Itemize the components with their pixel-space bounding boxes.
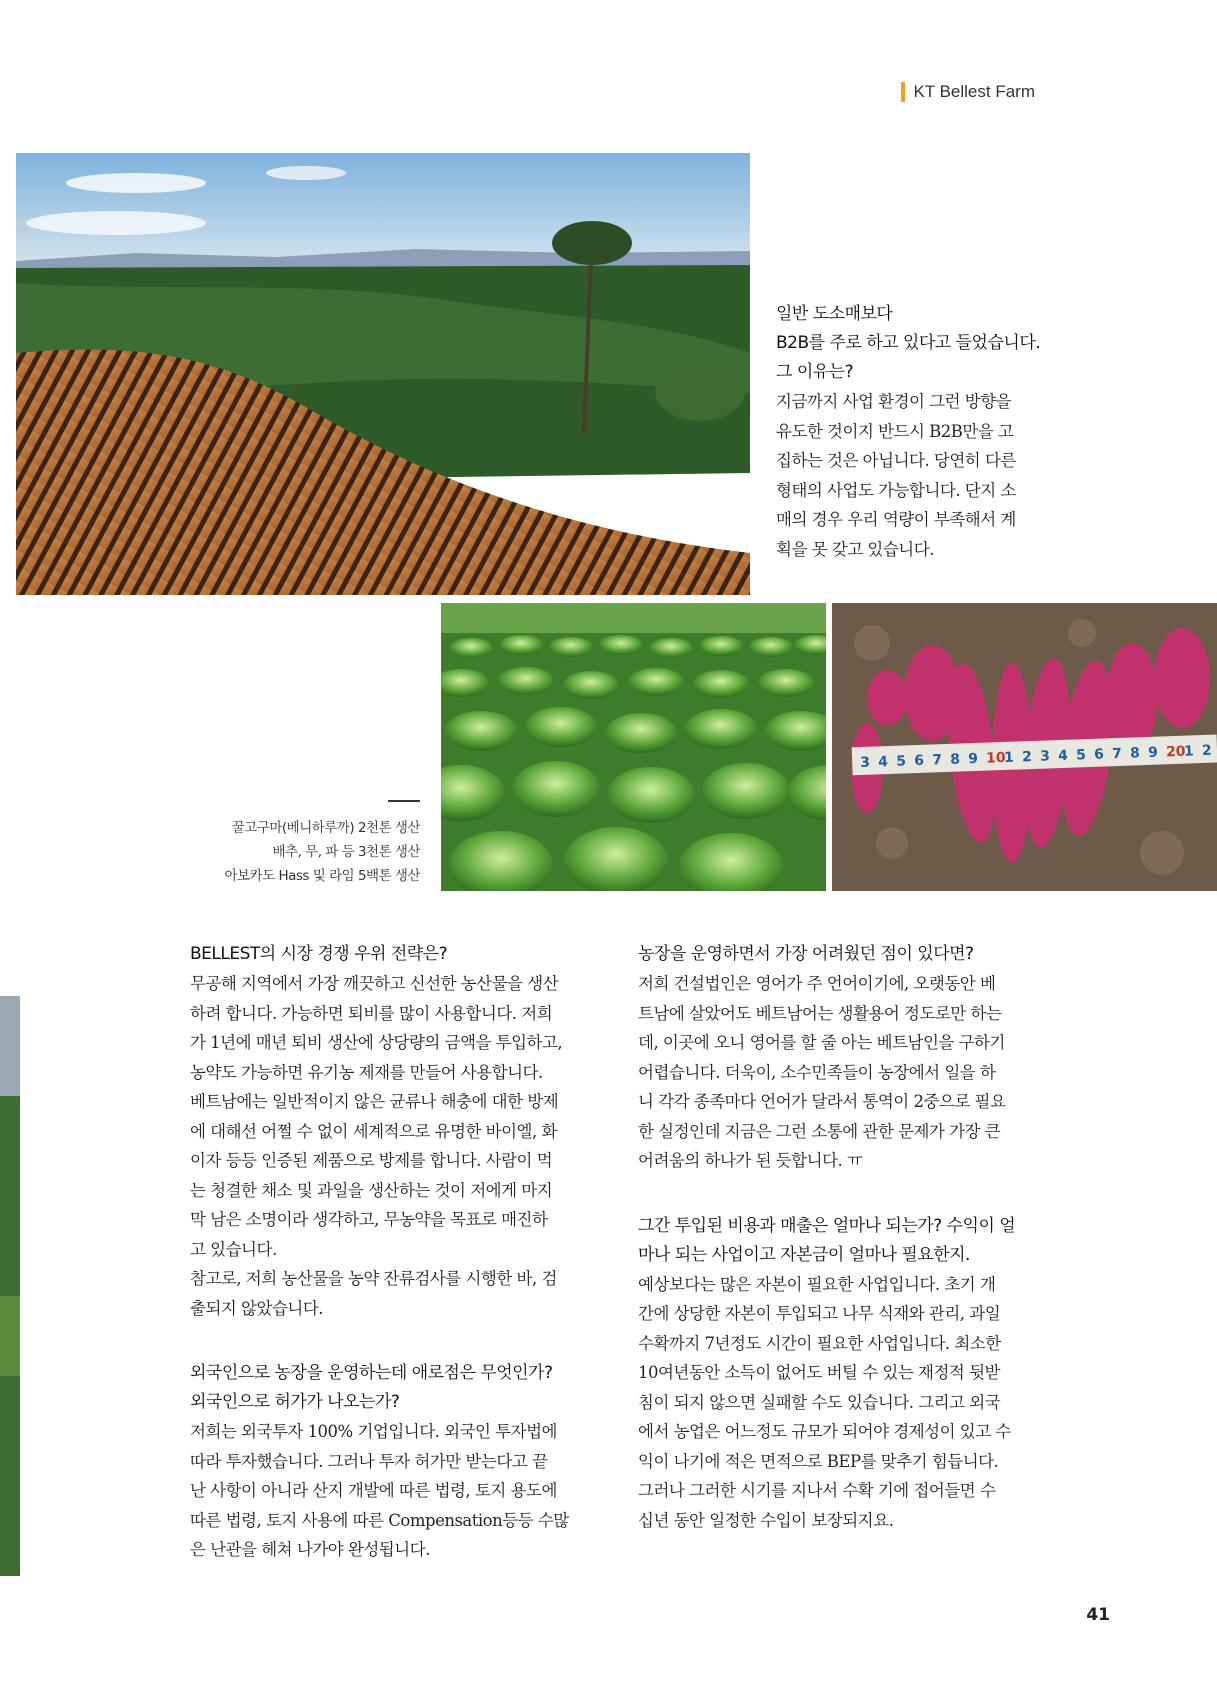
tape-number: 7 [1111, 745, 1123, 763]
tape-number: 5 [895, 753, 907, 770]
tape-number: 1 [1003, 749, 1015, 766]
qa-block-cost: 그간 투입된 비용과 매출은 얼마나 되는가? 수익이 얼 마나 되는 사업이고 자본금이 얼마나 필요한지. 예상보다는 많은 자본이 필요한 사업입니다. 초기 개 간에 상당한 자본이 투입되고 나무 식재와 관리, 과일 수확까지 7년정도 시간이 필요한 사업입니다. 최소한 10여년동안 소득이 없어도 버틸 수 있는 재정적 뒷받 침이 되지 않으면 실패할 수도 있습니다. 그리고 외국 에서 농업은 어느정도 규모가 되어야 경제성이 있고 수 익이 나기에 적은 면적으로 BEP를 맞추기 힘듭니다. 그러나 그러한 시기를 지나서 수확 기에 접어들면 수 십년 동안 일정한 수입이 보장되지요. [638, 1215, 1016, 1530]
tape-number: 4 [1057, 747, 1069, 765]
tape-number: 9 [1147, 744, 1159, 761]
tape-number: 5 [1075, 747, 1087, 764]
left-article-column [190, 940, 610, 1601]
tape-number: 4 [877, 754, 889, 771]
tape-number: 3 [1039, 748, 1051, 765]
tape-number: 10 [985, 749, 1006, 767]
header-title: KT Bellest Farm [913, 82, 1035, 101]
side-answer: 지금까지 사업 환경이 그런 방향을 유도한 것이지 반드시 B2B만을 고 집하는 것은 아닙니다. 당연히 다른 형태의 사업도 가능합니다. 단지 소 매의 경우 우리 역량이 부족해서 계 획을 못 갖고 있습니다. [776, 392, 1016, 559]
side-qa-block [776, 300, 1066, 564]
tape-number: 6 [913, 752, 925, 770]
tape-number: 8 [949, 751, 961, 768]
tape-number: 9 [967, 750, 979, 768]
farm-landscape-photo [16, 153, 750, 595]
cabbage-field-photo [441, 603, 826, 891]
tape-number: 7 [931, 752, 943, 769]
page-number: 41 [1086, 1605, 1110, 1625]
qa-block-strategy: BELLEST의 시장 경쟁 우위 전략은? 무공해 지역에서 가장 깨끗하고 신선한 농산물을 생산 하려 합니다. 가능하면 퇴비를 많이 사용합니다. 저희 가 1년에 매년 퇴비 생산에 상당량의 금액을 투입하고, 농약도 가능하면 유기농 제재를 만들어 사용합니다. 베트남에는 일반적이지 않은 균류나 해충에 대한 방제 에 대해선 어쩔 수 없이 세계적으로 유명한 바이엘, 화 이자 등등 인증된 제품으로 방제를 합니다. 사람이 먹 는 청결한 채소 및 과일을 생산하는 것이 저에게 마지 막 남은 소명이라 생각하고, 무농약을 목표로 매진하 고 있습니다. 참고로, 저희 농산물을 농약 잔류검사를 시행한 바, 검 출되지 않았습니다. [190, 944, 563, 1318]
tape-number: 2 [1201, 742, 1213, 760]
sweet-potato-photo [832, 603, 1217, 891]
photo-caption: 꿀고구마(베니하루까) 2천톤 생산 배추, 무, 파 등 3천톤 생산 아보카도 Hass 및 라임 5백톤 생산 [180, 800, 420, 888]
tape-number: 1 [1183, 743, 1195, 760]
edge-photo-strip [0, 996, 20, 1576]
tape-number: 20 [1165, 743, 1186, 761]
right-article-column [638, 940, 1058, 1571]
caption-rule [388, 800, 420, 802]
tape-number: 3 [859, 754, 871, 771]
qa-block-difficulty: 농장을 운영하면서 가장 어려웠던 점이 있다면? 저희 건설법인은 영어가 주 언어이기에, 오랫동안 베 트남에 살았어도 베트남어는 생활용어 정도로만 하는 데, 이곳에 오니 영어를 할 줄 아는 베트남인을 구하기 어렵습니다. 더욱이, 소수민족들이 농장에서 일을 하 니 각각 종족마다 언어가 달라서 통역이 2중으로 필요 한 실정인데 지금은 그런 소통에 관한 문제가 가장 큰 어려움의 하나가 된 듯합니다. ㅠ [638, 944, 1006, 1170]
tape-number: 6 [1093, 746, 1105, 763]
tape-number: 8 [1129, 745, 1141, 762]
qa-block-foreigner: 외국인으로 농장을 운영하는데 애로점은 무엇인가? 외국인으로 허가가 나오는가? 저희는 외국투자 100% 기업입니다. 외국인 투자법에 따라 투자했습니다. 그러나 투자 허가만 받는다고 끝 난 사항이 아니라 산지 개발에 따른 법령, 토지 용도에 따른 법령, 토지 사용에 따른 Compensation등등 수많 은 난관을 헤쳐 나가야 완성됩니다. [190, 1363, 569, 1559]
tape-number: 2 [1021, 749, 1033, 766]
side-question: 일반 도소매보다 B2B를 주로 하고 있다고 들었습니다. 그 이유는? [776, 304, 1041, 382]
header-accent-bar [901, 82, 905, 102]
running-header [901, 82, 1035, 102]
